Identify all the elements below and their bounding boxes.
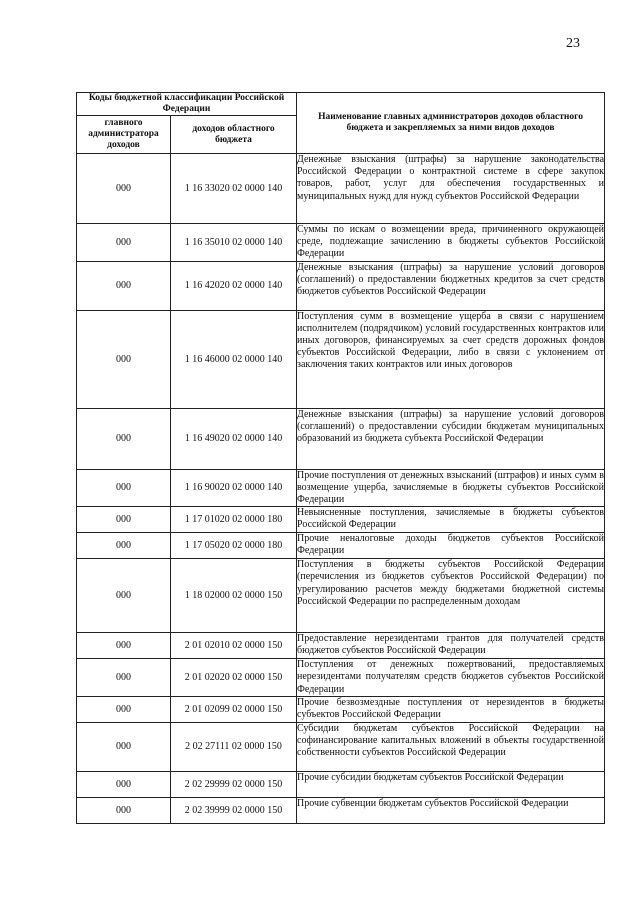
codes-group-header: Коды бюджетной классификации Российской Федерации xyxy=(77,93,297,116)
table-row xyxy=(77,559,605,633)
table-row xyxy=(77,469,605,507)
income-name-cell: Денежные взыскания (штрафы) за нарушение условий договоров (соглашений) о предоставлении бюджетных кредитов за счет средств бюджетов субъектов Российской Федерации xyxy=(297,261,605,310)
table-row xyxy=(77,261,605,310)
page-number: 23 xyxy=(566,36,580,51)
income-code-cell: 1 18 02000 02 0000 150 xyxy=(171,559,297,633)
income-name-cell: Субсидии бюджетам субъектов Российской Федерации на софинансирование капитальных вложений в объекты государственной собственности субъектов Российской Федерации xyxy=(297,722,605,771)
table-row xyxy=(77,771,605,797)
table-row xyxy=(77,722,605,771)
income-code-cell: 1 17 01020 02 0000 180 xyxy=(171,507,297,533)
table-row xyxy=(77,633,605,659)
admin-code-cell: 000 xyxy=(77,771,171,797)
admin-code-cell: 000 xyxy=(77,533,171,559)
name-column-header: Наименование главных администраторов доходов областного бюджета и закрепляемых за ними видов доходов xyxy=(297,93,605,154)
admin-code-cell: 000 xyxy=(77,507,171,533)
table-row xyxy=(77,224,605,262)
income-name-cell: Поступления от денежных пожертвований, предоставляемых нерезидентами получателям средств бюджетов субъектов Российской Федерации xyxy=(297,659,605,695)
income-name-cell: Денежные взыскания (штрафы) за нарушение условий договоров (соглашений) о предоставлении субсидии бюджетам муниципальных образований из бюджета субъекта Российской Федерации xyxy=(297,408,605,469)
income-name-cell: Денежные взыскания (штрафы) за нарушение законодательства Российской Федерации о контрактной системе в сфере закупок товаров, работ, услуг для обеспечения государственных и муниципальных нужд для нужд субъектов Российской Федерации xyxy=(297,154,605,224)
income-code-cell: 2 02 39999 02 0000 150 xyxy=(171,797,297,823)
income-code-cell: 1 16 42020 02 0000 140 xyxy=(171,261,297,310)
table-row xyxy=(77,797,605,823)
admin-code-cell: 000 xyxy=(77,469,171,507)
admin-code-cell: 000 xyxy=(77,696,171,722)
income-code-cell: 1 16 46000 02 0000 140 xyxy=(171,310,297,408)
table-row xyxy=(77,154,605,224)
admin-code-cell: 000 xyxy=(77,224,171,262)
table-row xyxy=(77,696,605,722)
table-row xyxy=(77,408,605,469)
budget-classification-table xyxy=(76,92,605,824)
income-code-cell: 1 16 49020 02 0000 140 xyxy=(171,408,297,469)
admin-code-cell: 000 xyxy=(77,559,171,633)
income-name-cell: Прочие субсидии бюджетам субъектов Российской Федерации xyxy=(297,771,605,797)
income-name-cell: Поступления сумм в возмещение ущерба в связи с нарушением исполнителем (подрядчиком) условий государственных контрактов или иных договоров, финансируемых за счет средств дорожных фондов субъектов Российской Федерации, либо в связи с уклонением от заключения таких контрактов или иных договоров xyxy=(297,310,605,408)
income-code-cell: 2 01 02099 02 0000 150 xyxy=(171,696,297,722)
admin-code-cell: 000 xyxy=(77,310,171,408)
income-code-cell: 2 02 29999 02 0000 150 xyxy=(171,771,297,797)
admin-code-cell: 000 xyxy=(77,797,171,823)
income-name-cell: Невыясненные поступления, зачисляемые в бюджеты субъектов Российской Федерации xyxy=(297,507,605,533)
admin-code-cell: 000 xyxy=(77,261,171,310)
table-row xyxy=(77,507,605,533)
income-code-cell: 2 01 02020 02 0000 150 xyxy=(171,659,297,697)
admin-column-header: главного администратора доходов xyxy=(77,116,171,154)
admin-code-cell: 000 xyxy=(77,408,171,469)
admin-code-cell: 000 xyxy=(77,659,171,697)
admin-code-cell: 000 xyxy=(77,154,171,224)
income-name-cell: Прочие неналоговые доходы бюджетов субъектов Российской Федерации xyxy=(297,533,605,559)
income-name-cell: Прочие безвозмездные поступления от нерезидентов в бюджеты субъектов Российской Федерации xyxy=(297,696,605,722)
income-code-cell: 1 16 90020 02 0000 140 xyxy=(171,469,297,507)
income-code-cell: 1 17 05020 02 0000 180 xyxy=(171,533,297,559)
income-name-cell: Прочие субвенции бюджетам субъектов Российской Федерации xyxy=(297,797,605,823)
table-row xyxy=(77,310,605,408)
income-code-cell: 2 02 27111 02 0000 150 xyxy=(171,722,297,771)
table-row xyxy=(77,659,605,697)
admin-code-cell: 000 xyxy=(77,722,171,771)
income-code-cell: 2 01 02010 02 0000 150 xyxy=(171,633,297,659)
table-row xyxy=(77,533,605,559)
income-column-header: доходов областного бюджета xyxy=(171,116,297,154)
income-name-cell: Суммы по искам о возмещении вреда, причиненного окружающей среде, подлежащие зачислению в бюджеты субъектов Российской Федерации xyxy=(297,224,605,260)
income-code-cell: 1 16 35010 02 0000 140 xyxy=(171,224,297,262)
income-name-cell: Прочие поступления от денежных взысканий (штрафов) и иных сумм в возмещение ущерба, зачисляемые в бюджеты субъектов Российской Федерации xyxy=(297,469,605,506)
income-name-cell: Поступления в бюджеты субъектов Российской Федерации (перечисления из бюджетов субъектов Российской Федерации) по урегулированию расчетов между бюджетами бюджетной системы Российской Федерации по распределенным доходам xyxy=(297,559,605,633)
admin-code-cell: 000 xyxy=(77,633,171,659)
income-name-cell: Предоставление нерезидентами грантов для получателей средств бюджетов субъектов Российской Федерации xyxy=(297,633,605,659)
income-code-cell: 1 16 33020 02 0000 140 xyxy=(171,154,297,224)
